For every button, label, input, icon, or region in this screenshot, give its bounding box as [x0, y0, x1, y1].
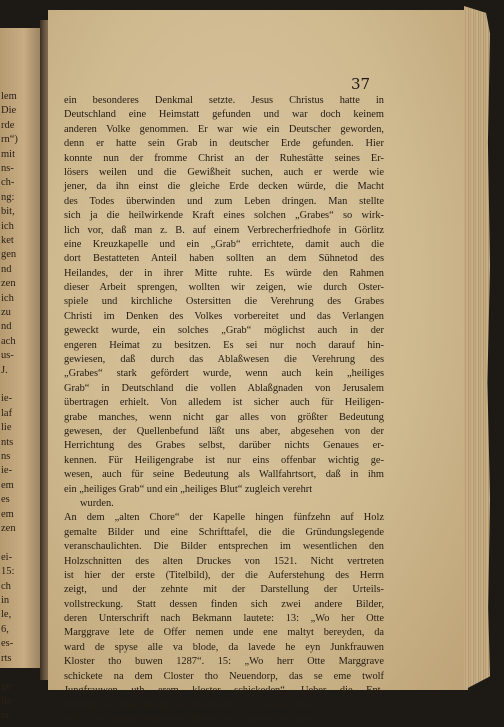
left-page-fragment: 15: [1, 566, 15, 578]
left-page-fragment: ge [1, 681, 11, 693]
text-line: ein „heiliges Grab“ und ein „heiliges Blut“ zugleich verehrt [64, 483, 313, 495]
left-page-fragment: em [1, 479, 14, 491]
left-page-fragment: ch [1, 580, 11, 592]
left-page-fragment: us- [1, 350, 14, 362]
left-page-fragment: nd [1, 263, 12, 275]
left-page-fragment: zen [1, 523, 16, 534]
text-line: spiele und kirchliche Ostersitten die Verehrung des Grabes [64, 296, 384, 308]
text-line: „Grabes“ stark gefördert wurde, wenn auch kein „heiliges [64, 368, 384, 380]
left-page-fragment: ng: [1, 191, 15, 203]
left-page-fragment: bit, [1, 206, 15, 218]
text-line: grabe manches, wenn nicht gar alles von größter Bedeutung [64, 411, 384, 423]
text-line: lich vor, daß man z. B. auf einem Verbrecherfriedhofe in Görlitz [64, 224, 384, 236]
text-line: denn er hatte sein Grab in deutscher Erde gefunden. Hier [64, 138, 384, 150]
text-line: konnte nun der fromme Christ an der Ruhestätte seines Er- [64, 152, 384, 164]
text-line: Jungfrauwen uth erem kloster schickeden“. Ueber die Ent- [64, 685, 384, 697]
text-line: Christi im Denken des Volkes vorbereitet und das Verlangen [64, 310, 384, 322]
left-page-fragment: gen [1, 249, 17, 261]
text-line: sich ja die heilwirkende Kraft eines solchen „Grabes“ so wirk- [64, 210, 384, 222]
left-page-fragment: em [1, 508, 14, 520]
text-line: Deutschland eine Heimstatt gefunden und war doch keinem [64, 109, 384, 121]
left-page-fragment: 6, [1, 623, 9, 635]
left-page-fragment: lie [1, 422, 12, 434]
text-line: Marggrave lete de Offer nemen unde ene maltyt bereyden, da [64, 627, 384, 639]
text-line: eine Kreuzkapelle und ein „Grab“ errichtete, damit auch die [64, 238, 384, 250]
text-line: des Todes überwinden und zum Leben dringen. Man stellte [64, 195, 384, 207]
left-page-fragment: ach [1, 335, 16, 347]
left-page-fragment: ür [1, 710, 10, 722]
left-page-fragment: lle [1, 695, 12, 707]
text-line: ist hier der erste (Titelbild), der die Auferstehung des Herrn [64, 569, 384, 581]
left-page-fragment: ns [1, 451, 11, 462]
left-page-fragment: nd [1, 321, 12, 333]
text-line: An dem „alten Chore“ der Kapelle hingen fünfzehn auf Holz [64, 512, 384, 524]
text-line: dieser Arbeit sprengen, wollten wir zeigen, wie durch Oster- [64, 282, 384, 294]
text-line: deren Unterschrift nach Bekmann lautete: 13: „Wo her Otte [64, 613, 384, 625]
left-page-fragment: ns- [1, 163, 14, 174]
text-line: Kloster tho buwen 1287“. 15: „Wo herr Otte Marggrave [64, 656, 384, 668]
text-line: wesen, auch für seine Bedeutung als Wallfahrtsort, daß in ihm [64, 469, 384, 481]
left-page-fragment: Die [1, 105, 17, 117]
body-text [64, 94, 384, 727]
text-line: hefft laten maken Anna Roren Ebbetische, Gote to lave unde [64, 713, 316, 725]
text-line: kennen. Für Heiligengrabe ist nur eins offenbar wichtig ge- [64, 454, 384, 466]
left-page-fragment: ei- [1, 551, 13, 563]
text-line: gewesen, der Quellenbefund läßt uns aber, abgesehen von der [64, 425, 384, 437]
text-line: Holzschnitten des alten Druckes von 1521. Nicht vertreten [64, 555, 384, 567]
left-page-fragment: laf [1, 407, 13, 419]
text-line: vollstreckung. Statt dessen finden sich zwei andere Bilder, [64, 598, 384, 610]
left-page-fragment: zu [1, 307, 11, 318]
text-line: anderen Volke genommen. Er war wie ein Deutscher geworden, [64, 123, 384, 135]
text-line: lösers weilen und die Gewißheit suchen, auch er werde wie [64, 166, 384, 178]
left-page-fragment: in [1, 595, 10, 606]
left-page-fragment: rts [1, 652, 12, 664]
left-page-fragment: ket [1, 235, 14, 246]
left-page-fragment: zen [1, 278, 16, 290]
text-line: dort Bestatteten Anteil haben sollten an dem Sühnetod des [64, 253, 384, 265]
left-page-fragment: ich [1, 220, 14, 232]
text-line: ward de spyse alle va blode, da lavede he eyn Junkfrauwen [64, 641, 384, 653]
text-line: Herrichtung des Grabes selbst, darüber nichts Genaues er- [64, 440, 384, 452]
left-page-fragment: le, [1, 609, 12, 621]
page-number: 37 [351, 75, 371, 93]
text-line: wurden. [80, 497, 114, 509]
text-line: gewiesen, daß durch das Ablaßwesen die Verehrung des [64, 354, 384, 366]
text-line: veranschaulichten. Die Bilder entsprechen im wesentlichen den [64, 541, 384, 553]
text-line: zeigt, und der zehnte mit der Darstellung der Urteils- [64, 584, 384, 596]
text-line: engeren Heimat zu besitzen. Es sei nur noch darauf hin- [64, 339, 384, 351]
left-page-fragment: ch- [1, 177, 15, 189]
text-line: gemalte Bilder und eine Schrifttafel, die die Gründungslegende [64, 526, 384, 538]
left-page-fragment: J. [1, 364, 8, 376]
text-line: Grab“ in Deutschland die vollen Ablaßgnaden von Jerusalem [64, 382, 384, 394]
text-line: übertragen erhielt. Von alledem ist sicher auch für Heiligen- [64, 397, 384, 409]
left-page-fragment: ie- [1, 393, 13, 405]
text-line: jener, da ihn einst die gleiche Erde decken würde, die Macht [64, 181, 384, 193]
left-page-edge [0, 28, 40, 722]
left-page-fragment: es- [1, 638, 14, 650]
page-edge-stack [464, 6, 490, 690]
left-page-fragment: ich [1, 292, 14, 304]
text-line: ein besonderes Denkmal setzte. Jesus Christus hatte in [64, 95, 384, 106]
left-page-fragment: es [1, 494, 10, 506]
text-line: geweckt wurde, ein solches „Grab“ möglichst auch in der [64, 325, 384, 337]
left-page-fragment: mit [1, 148, 16, 160]
text-line: stehung der Bilder besagt die Schrifttafel (16): „Diese schrift [64, 699, 318, 711]
left-page-fragment: ie- [1, 465, 13, 477]
left-page-fragment: rn“) [1, 134, 18, 146]
text-line: Heilandes, der in ihrer Mitte ruhte. Es würde den Rahmen [64, 267, 384, 279]
left-page-fragment: nts [1, 436, 14, 448]
left-page-fragment: lem [1, 91, 17, 102]
left-page-fragment: rde [1, 119, 15, 131]
text-line: schickete na dem Closter tho Neuendorp, das se eme twolf [64, 670, 384, 682]
